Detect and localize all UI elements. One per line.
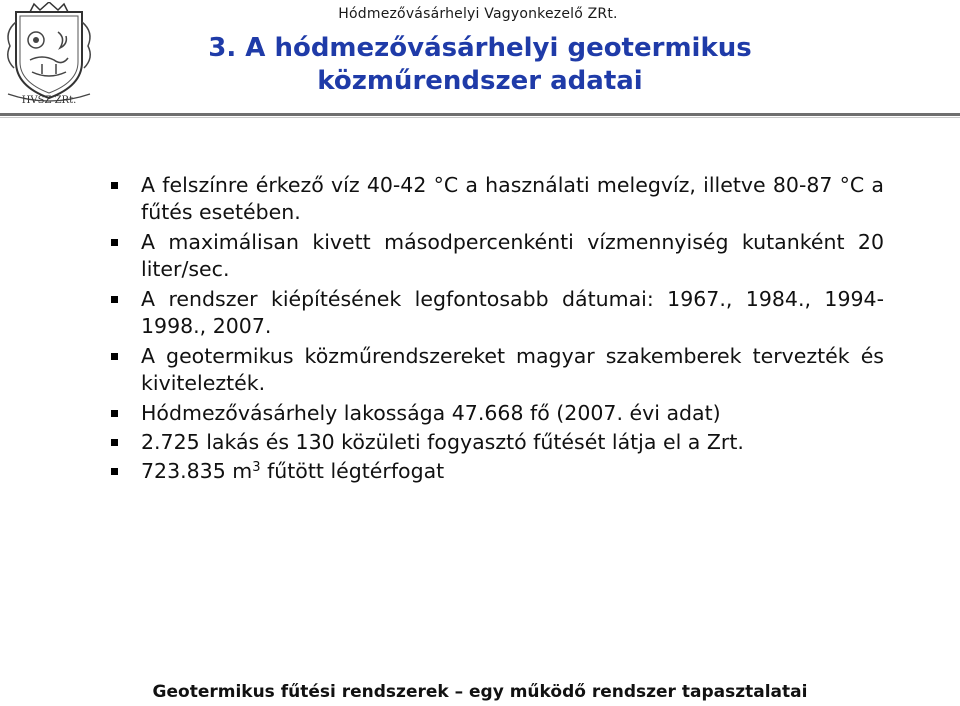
- bullet-text: A felszínre érkező víz 40-42 °C a használati melegvíz, illetve 80-87 °C a fűtés esetében.: [141, 173, 884, 224]
- bullet-list: [108, 172, 884, 488]
- bullet-item: [108, 429, 884, 456]
- slide-title: [110, 32, 850, 98]
- volume-label: fűtött légtérfogat: [260, 459, 445, 483]
- bullet-text: 2.725 lakás és 130 közületi fogyasztó fűtését látja el a Zrt.: [141, 430, 744, 454]
- slide-title-line-2: közműrendszer adatai: [317, 66, 643, 96]
- bullet-text-volume: [141, 459, 444, 483]
- square-bullet-icon: [111, 239, 118, 246]
- bullet-item: [108, 172, 884, 226]
- volume-value: 723.835 m: [141, 459, 253, 483]
- square-bullet-icon: [111, 439, 118, 446]
- square-bullet-icon: [111, 410, 118, 417]
- bullet-item: [108, 229, 884, 283]
- header-company: Hódmezővásárhelyi Vagyonkezelő ZRt.: [338, 6, 618, 22]
- bullet-item: [108, 400, 884, 427]
- bullet-item: [108, 343, 884, 397]
- header-divider-shadow: [0, 117, 960, 118]
- logo-lettering: HVSZ ZRt.: [21, 95, 77, 106]
- footer-caption: Geotermikus fűtési rendszerek – egy működő rendszer tapasztalatai: [152, 682, 808, 702]
- square-bullet-icon: [111, 296, 118, 303]
- bullet-text: Hódmezővásárhely lakossága 47.668 fő (2007. évi adat): [141, 401, 721, 425]
- bullet-text: A rendszer kiépítésének legfontosabb dátumai: 1967., 1984., 1994-1998., 2007.: [141, 287, 884, 338]
- header-divider: [0, 113, 960, 116]
- bullet-text: A geotermikus közműrendszereket magyar szakemberek tervezték és kivitelezték.: [141, 344, 884, 395]
- bullet-item: [108, 458, 884, 485]
- cubic-superscript: 3: [252, 460, 261, 475]
- square-bullet-icon: [111, 353, 118, 360]
- bullet-item: [108, 286, 884, 340]
- bullet-text: A maximálisan kivett másodpercenkénti vízmennyiség kutanként 20 liter/sec.: [141, 230, 884, 281]
- hvsz-coat-of-arms-logo: [2, 2, 96, 108]
- slide-title-line-1: 3. A hódmezővásárhelyi geotermikus: [208, 33, 752, 63]
- square-bullet-icon: [111, 468, 118, 475]
- square-bullet-icon: [111, 182, 118, 189]
